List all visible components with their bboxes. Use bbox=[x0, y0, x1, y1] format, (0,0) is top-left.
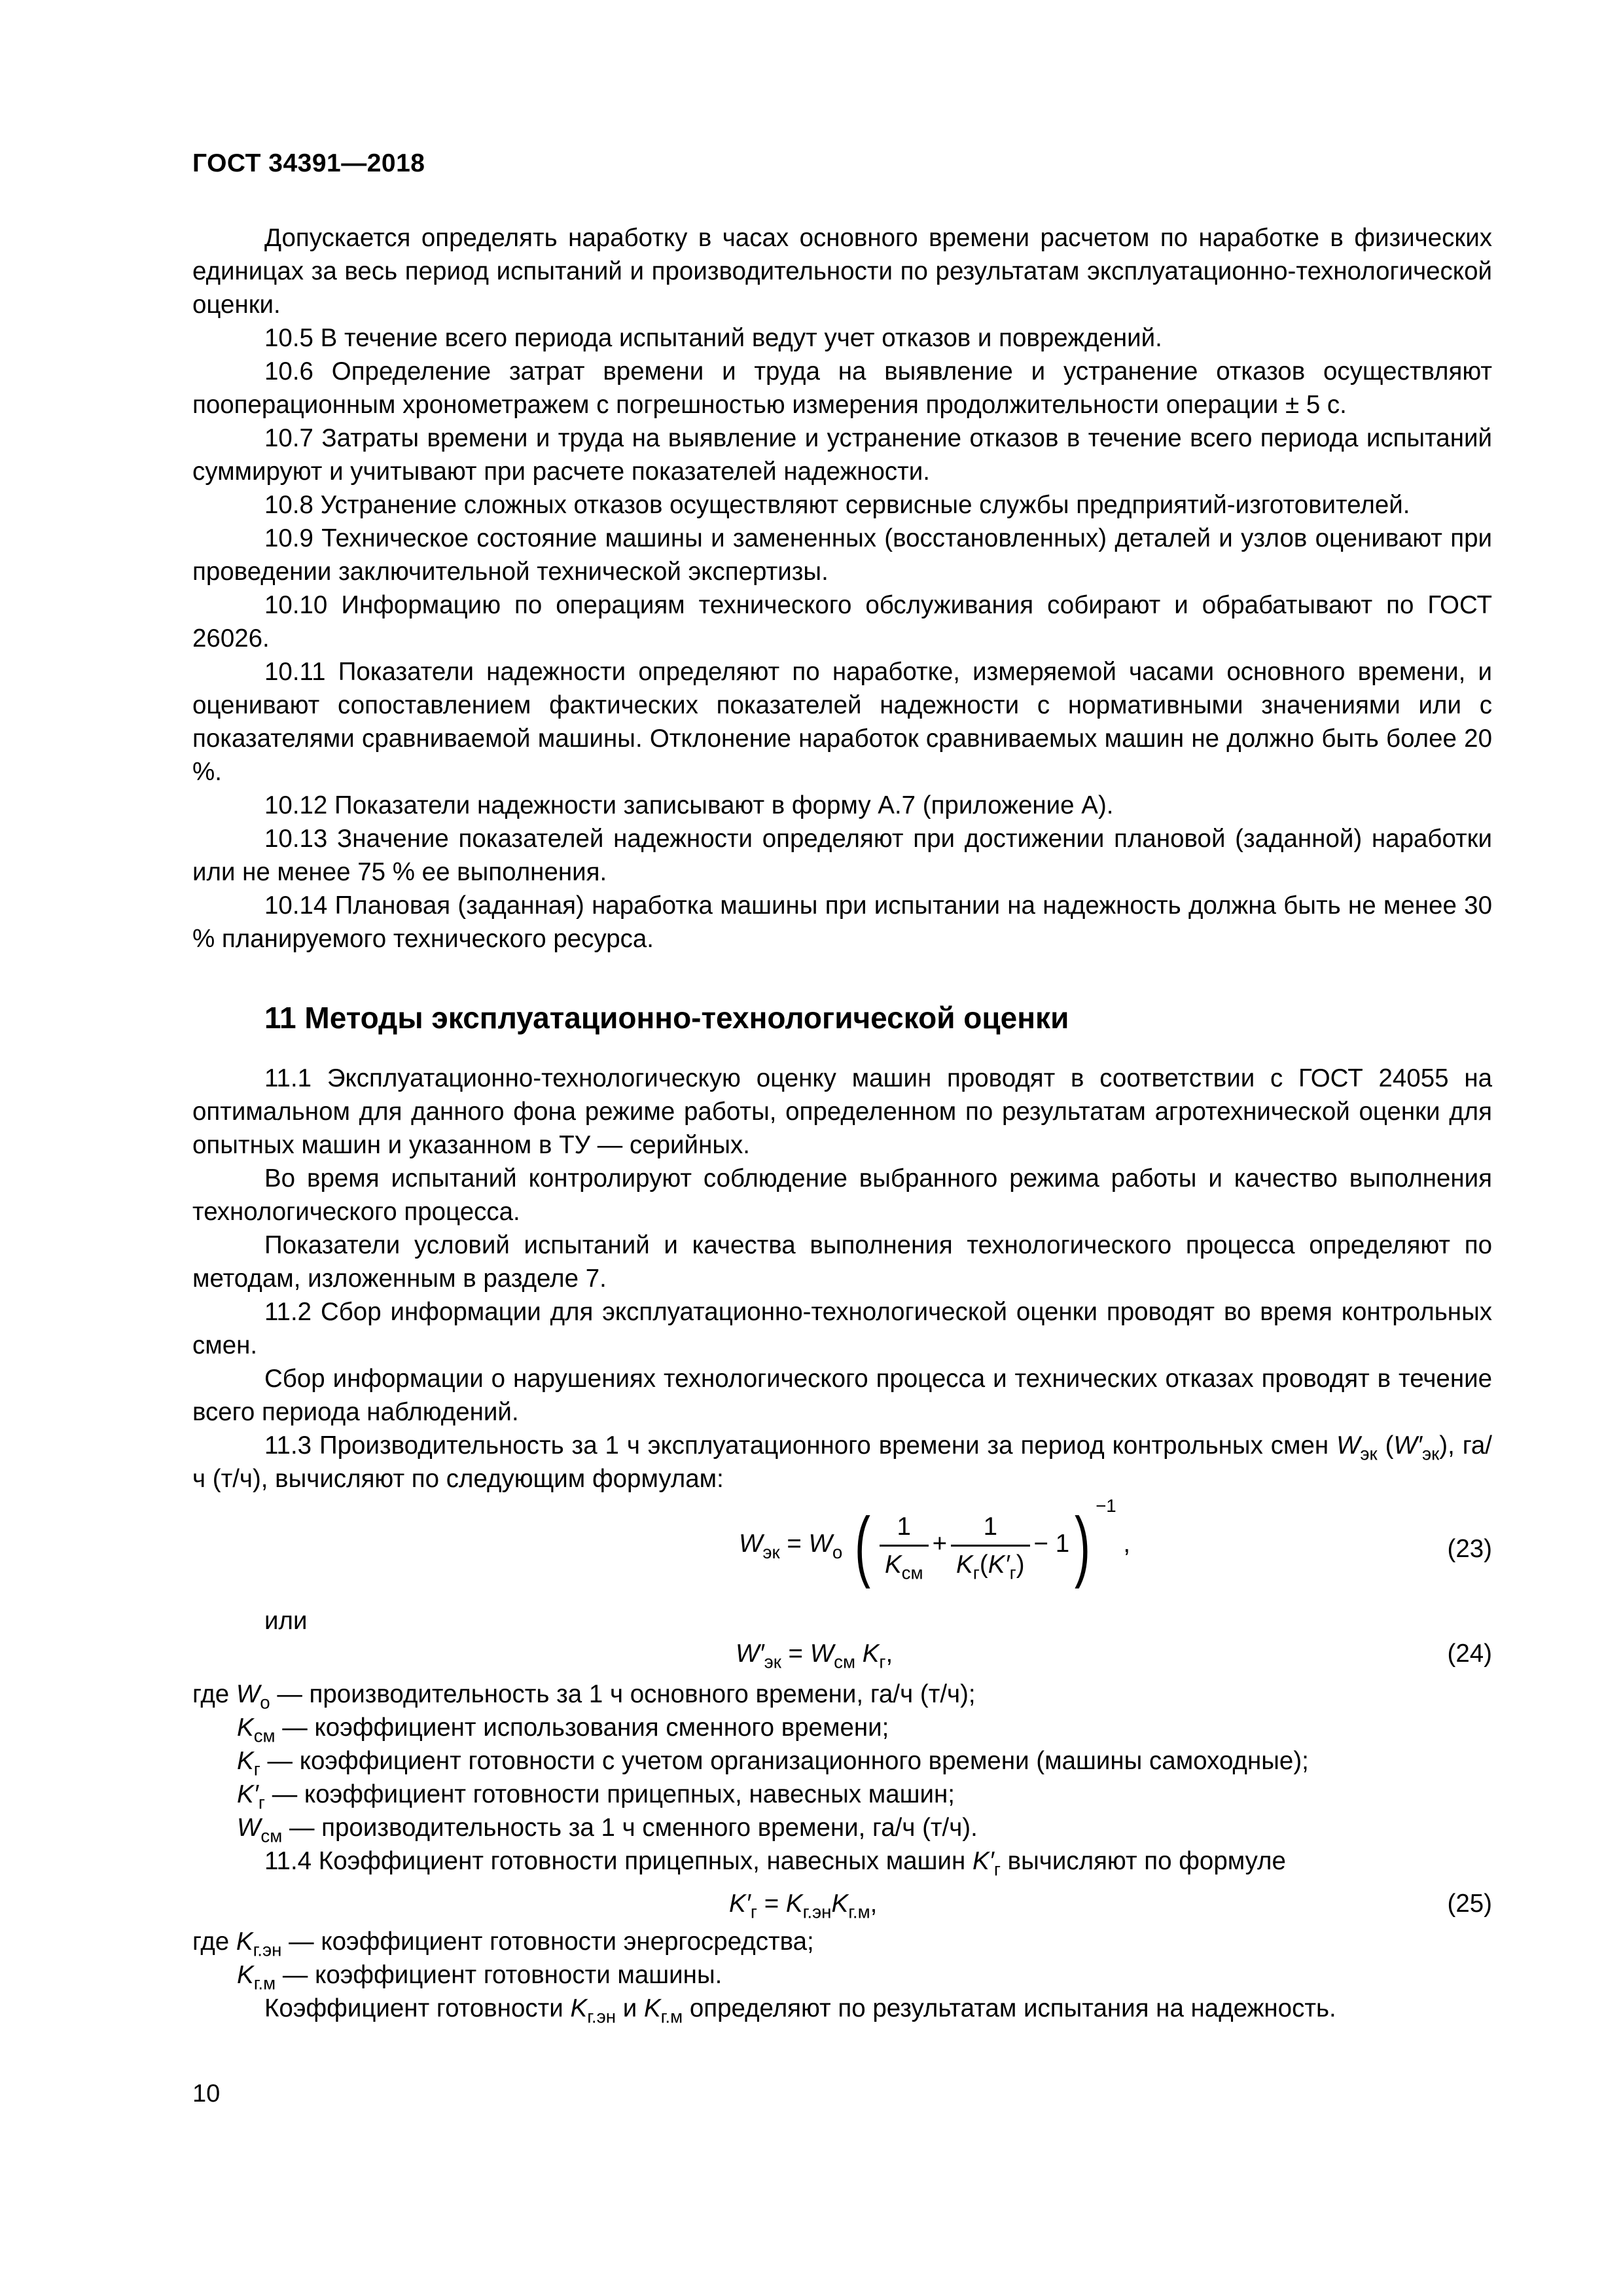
paragraph-10-8: 10.8 Устранение сложных отказов осуществляют сервисные службы предприятий-изготовителей. bbox=[264, 491, 1410, 519]
equation-number-23: (23) bbox=[1447, 1535, 1492, 1563]
legend-item: $K'_г$ — коэффициент готовности прицепных, навесных машин; bbox=[237, 1780, 955, 1813]
paragraph-11-1: 11.1 Эксплуатационно-технологическую оценку машин проводят в соответствии с ГОСТ 24055 на оптимальном для данного фона режиме работы, определенном по результатам агротехнической оценки для опытных машин и указанном в ТУ — серийных. bbox=[192, 1064, 1492, 1159]
formula-24 bbox=[192, 1630, 1492, 1677]
paragraph-10-5: 10.5 В течение всего периода испытаний ведут учет отказов и повреждений. bbox=[264, 324, 1162, 352]
or-label: или bbox=[264, 1607, 308, 1635]
formula-25-expression: $K'_г = K_{г.эн}K_{г.м}$, bbox=[729, 1890, 878, 1922]
paragraph-10-10: 10.10 Информацию по операциям технического обслуживания собирают и обрабатывают по ГОСТ 26026. bbox=[192, 591, 1492, 653]
fraction-1: $\frac{1}{K_{см}}$ bbox=[880, 1510, 929, 1581]
legend-item: где $K_{г.эн}$ — коэффициент готовности энергосредства; bbox=[192, 1928, 814, 1960]
paragraph-11-3: 11.3 Производительность за 1 ч эксплуатационного времени за период контрольных смен $W_{эк}$ $(W'_{эк})$, га/ч (т/ч), вычисляют по следующим формулам: bbox=[192, 1431, 1492, 1493]
legend-item: $K_г$ — коэффициент готовности с учетом организационного времени (машины самоходные); bbox=[237, 1747, 1309, 1780]
paragraph-11-2: 11.2 Сбор информации для эксплуатационно-технологической оценки проводят во время контрольных смен. bbox=[192, 1298, 1492, 1359]
paragraph-10-11: 10.11 Показатели надежности определяют по наработке, измеряемой часами основного времени, и оценивают сопоставлением фактических показателей надежности с нормативными значениями или с показателями сравниваемой машины. Отклонение наработок сравниваемых машин не должно быть более 20 %. bbox=[192, 658, 1492, 786]
paragraph: Допускается определять наработку в часах основного времени расчетом по наработке в физических единицах за весь период испытаний и производительности по результатам эксплуатационно-технологической оценки. bbox=[192, 224, 1492, 319]
left-paren: ( bbox=[854, 1501, 870, 1589]
equation-number-25: (25) bbox=[1447, 1890, 1492, 1918]
paragraph: Во время испытаний контролируют соблюдение выбранного режима работы и качество выполнения технологического процесса. bbox=[192, 1164, 1492, 1226]
paragraph-10-9: 10.9 Техническое состояние машины и замененных (восстановленных) деталей и узлов оценивают при проведении заключительной технической экспертизы. bbox=[192, 524, 1492, 586]
paragraph-final: Коэффициент готовности $K_{г.эн}$ и $K_{г.м}$ определяют по результатам испытания на надежность. bbox=[264, 1994, 1336, 2027]
formula-23 bbox=[192, 1496, 1492, 1598]
document-code-header: ГОСТ 34391—2018 bbox=[192, 149, 425, 177]
page-body bbox=[192, 221, 1492, 2025]
right-paren: ) bbox=[1075, 1501, 1091, 1589]
legend-item: $K_{см}$ — коэффициент использования сменного времени; bbox=[237, 1713, 889, 1746]
paragraph: Сбор информации о нарушениях технологического процесса и технических отказах проводят в течение всего периода наблюдений. bbox=[192, 1365, 1492, 1426]
equation-number-24: (24) bbox=[1447, 1640, 1492, 1668]
legend-item: где $W_о$ — производительность за 1 ч основного времени, га/ч (т/ч); bbox=[192, 1680, 976, 1713]
paragraph-10-12: 10.12 Показатели надежности записывают в форму А.7 (приложение А). bbox=[264, 791, 1114, 819]
page-number: 10 bbox=[192, 2080, 221, 2108]
formula-24-expression: $W'_{эк} = W_{см}$ $K_г$, bbox=[736, 1640, 893, 1672]
formula-23-expression: $W_{эк} = W_о$ ( $\frac{1}{K_{см}}$ + $\frac{1}{K_г(K'_г)}$ − 1) $^{-1}$ , bbox=[739, 1496, 1131, 1589]
section-heading: 11 Методы эксплуатационно-технологической оценки bbox=[264, 1001, 1069, 1035]
paragraph-11-4: 11.4 Коэффициент готовности прицепных, навесных машин $K'_г$ вычисляют по формуле bbox=[264, 1847, 1286, 1880]
formula-25 bbox=[192, 1878, 1492, 1925]
paragraph-10-14: 10.14 Плановая (заданная) наработка машины при испытании на надежность должна быть не менее 30 % планируемого технического ресурса. bbox=[192, 891, 1492, 953]
legend-item: $K_{г.м}$ — коэффициент готовности машины. bbox=[237, 1961, 722, 1994]
paragraph: Показатели условий испытаний и качества выполнения технологического процесса определяют по методам, изложенным в разделе 7. bbox=[192, 1231, 1492, 1293]
legend-item: $W_{см}$ — производительность за 1 ч сменного времени, га/ч (т/ч). bbox=[237, 1814, 978, 1846]
fraction-2: $\frac{1}{K_г(K'_г)}$ bbox=[951, 1510, 1030, 1581]
paragraph-10-6: 10.6 Определение затрат времени и труда на выявление и устранение отказов осуществляют пооперационным хронометражем с погрешностью измерения продолжительности операции ± 5 с. bbox=[192, 357, 1492, 419]
paragraph-10-13: 10.13 Значение показателей надежности определяют при достижении плановой (заданной) наработки или не менее 75 % ее выполнения. bbox=[192, 825, 1492, 886]
paragraph-10-7: 10.7 Затраты времени и труда на выявление и устранение отказов в течение всего периода испытаний суммируют и учитывают при расчете показателей надежности. bbox=[192, 424, 1492, 486]
